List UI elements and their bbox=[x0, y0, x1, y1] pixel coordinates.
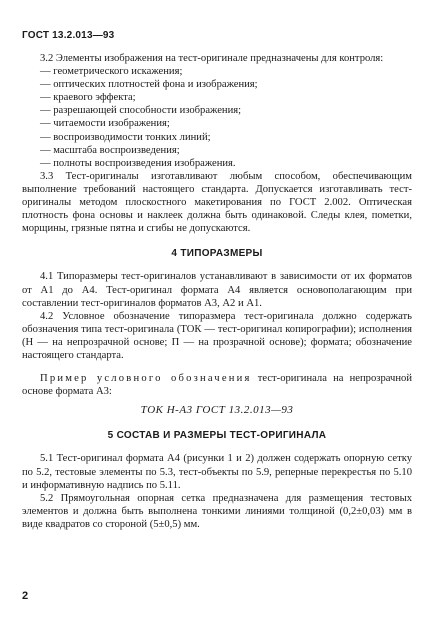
list-item: — полноты воспроизведения изображения. bbox=[40, 157, 236, 169]
control-list bbox=[22, 65, 412, 170]
list-item: — оптических плотностей фона и изображения; bbox=[40, 79, 258, 91]
list-item: — краевого эффекта; bbox=[40, 92, 136, 104]
section-5-heading: 5 СОСТАВ И РАЗМЕРЫ ТЕСТ-ОРИГИНАЛА bbox=[107, 430, 327, 442]
example-label: Пример условного обозначения bbox=[40, 373, 252, 385]
list-item: — разрешающей способности изображения; bbox=[40, 105, 242, 117]
page-number: 2 bbox=[22, 590, 29, 602]
example-intro bbox=[22, 372, 412, 398]
list-item: — геометрического искажения; bbox=[40, 66, 183, 78]
paragraph-5-2: 5.2 Прямоугольная опорная сетка предназначена для размещения тестовых элементов и должна быть выполнена тонкими линиями толщиной (0,2±0,03) мм в виде квадратов со стороной (5±0,5) мм. bbox=[22, 492, 412, 530]
paragraph-4-1: 4.1 Типоразмеры тест-оригиналов устанавливают в зависимости от их форматов от А1 до А4. Тест-оригинал формата А4 является основополагающим при составлении тест-оригиналов форматов А3, А2 и А1. bbox=[22, 271, 412, 309]
paragraph-3-2: 3.2 Элементы изображения на тест-оригинале предназначены для контроля: bbox=[40, 53, 384, 64]
list-item: — масштаба воспроизведения; bbox=[40, 144, 180, 156]
list-item: — воспроизводимости тонких линий; bbox=[40, 131, 211, 143]
section-4-heading: 4 ТИПОРАЗМЕРЫ bbox=[171, 248, 263, 260]
standard-header: ГОСТ 13.2.013—93 bbox=[22, 30, 115, 41]
example-designation: ТОК Н-А3 ГОСТ 13.2.013—93 bbox=[140, 404, 294, 417]
list-item: — читаемости изображения; bbox=[40, 118, 170, 130]
paragraph-4-2: 4.2 Условное обозначение типоразмера тест-оригинала должно содержать обозначения типа тест-оригинала (ТОК — тест-оригинал копирографии); исполнения (Н — на непрозрачной основе; П — на прозрачной основе); формата; обозначение настоящего стандарта. bbox=[22, 310, 412, 361]
paragraph-5-1: 5.1 Тест-оригинал формата А4 (рисунки 1 и 2) должен содержать опорную сетку по 5.2, тестовые элементы по 5.3, тест-объекты по 5.9, реперные перекрестья по 5.10 и информативную надпись по 5.11. bbox=[22, 453, 412, 491]
paragraph-3-3: 3.3 Тест-оригиналы изготавливают любым способом, обеспечивающим выполнение требований настоящего стандарта. Допускается изготавливать тест-оригиналы методом плоскостного макетирования по ГОСТ 2.002. Оптическая плотность фона основы и наклеек должна быть одинаковой. Следы клея, пометки, морщины, грязные пятна и сгибы не допускаются. bbox=[22, 170, 412, 235]
example-text: тест-оригинала на непрозрачной основе формата А3: bbox=[22, 373, 412, 398]
document-body bbox=[22, 52, 412, 531]
